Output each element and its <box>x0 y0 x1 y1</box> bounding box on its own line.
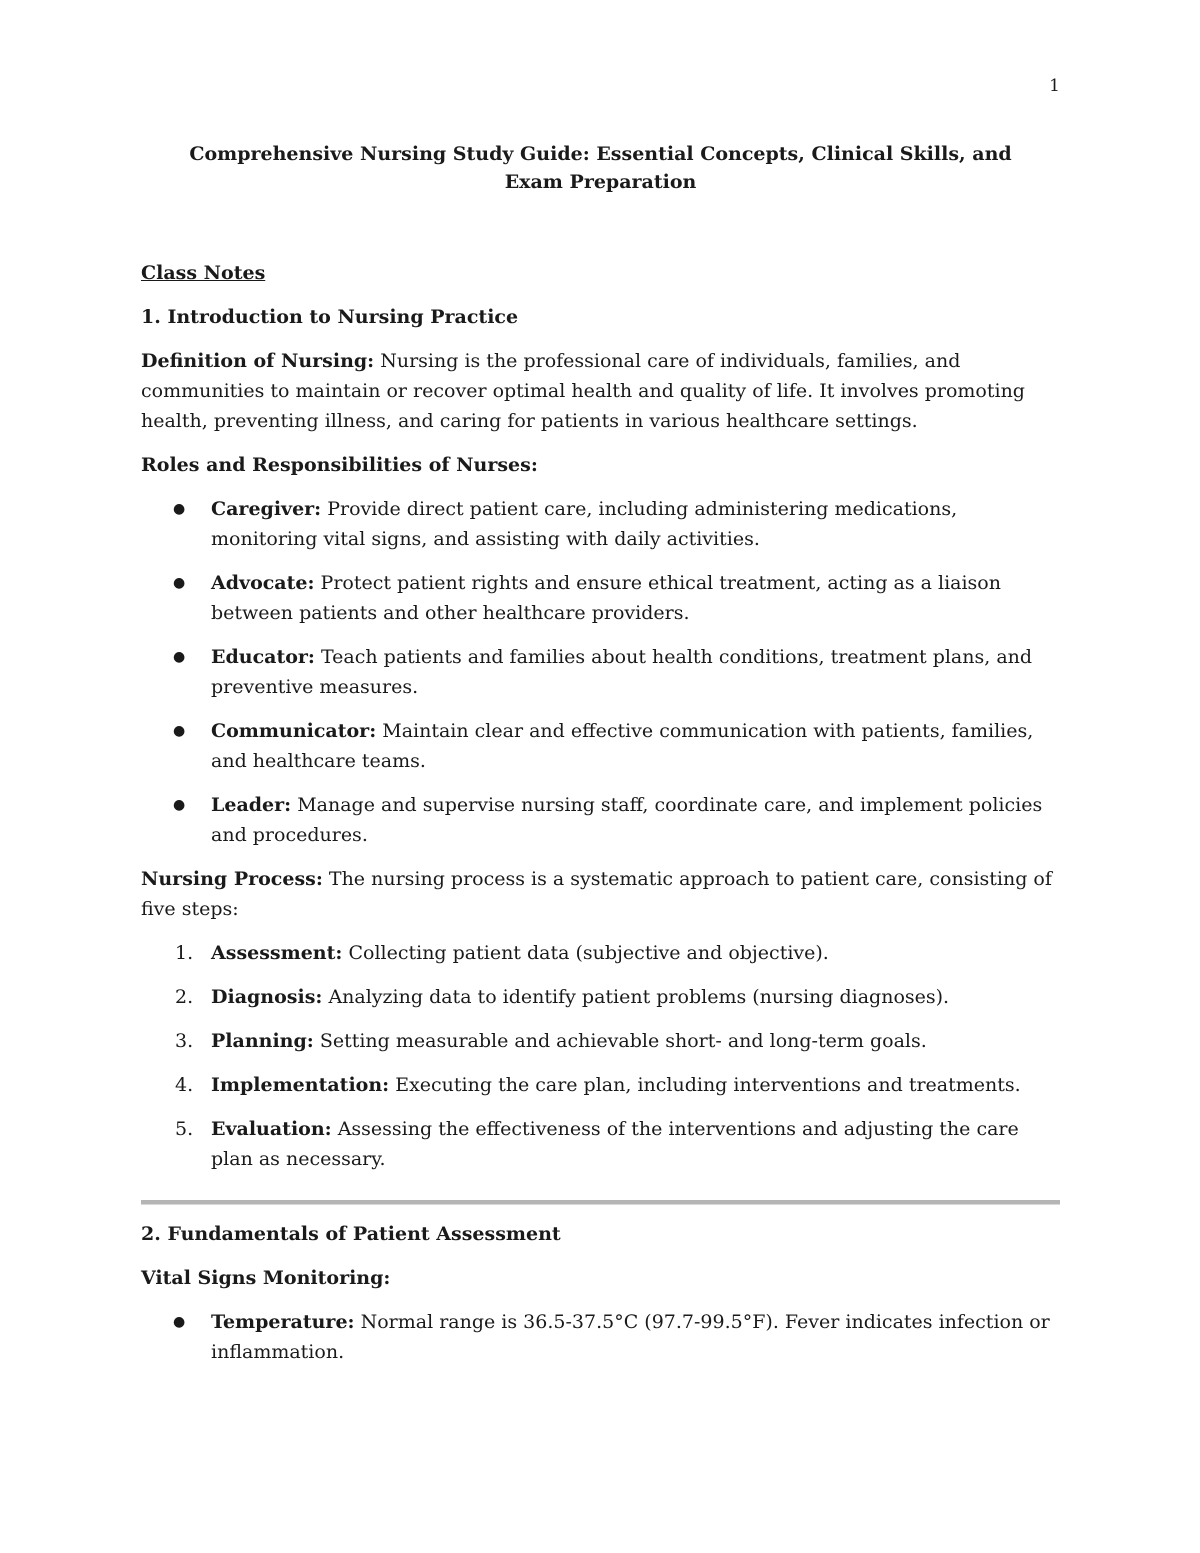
list-item: 4. Implementation: Executing the care plan, including interventions and treatments. <box>141 1070 1060 1100</box>
list-item: 5. Evaluation: Assessing the effectiveness of the interventions and adjusting the care plan as necessary. <box>141 1114 1060 1174</box>
nursing-process-steps <box>141 938 1060 1174</box>
list-item: ● Leader: Manage and supervise nursing staff, coordinate care, and implement policies and procedures. <box>141 790 1060 850</box>
bullet-icon: ● <box>173 723 186 739</box>
section-2-heading: 2. Fundamentals of Patient Assessment <box>141 1223 561 1245</box>
vital-signs-list <box>141 1307 1060 1367</box>
step-number: 4. <box>175 1074 194 1096</box>
vital-signs-heading: Vital Signs Monitoring: <box>141 1267 391 1289</box>
list-item: ● Communicator: Maintain clear and effective communication with patients, families, and healthcare teams. <box>141 716 1060 776</box>
section-1-heading: 1. Introduction to Nursing Practice <box>141 306 519 328</box>
nursing-process-paragraph <box>141 864 1060 924</box>
page-number: 1 <box>1049 76 1060 96</box>
document-title: Comprehensive Nursing Study Guide: Essential Concepts, Clinical Skills, and Exam Preparation <box>189 143 1012 193</box>
roles-list <box>141 494 1060 850</box>
roles-heading: Roles and Responsibilities of Nurses: <box>141 454 538 476</box>
list-item: 3. Planning: Setting measurable and achievable short- and long-term goals. <box>141 1026 1060 1056</box>
definition-paragraph <box>141 346 1060 436</box>
bullet-icon: ● <box>173 797 186 813</box>
bullet-icon: ● <box>173 649 186 665</box>
list-item: 1. Assessment: Collecting patient data (subjective and objective). <box>141 938 1060 968</box>
class-notes-heading: Class Notes <box>141 262 266 284</box>
list-item: ● Advocate: Protect patient rights and ensure ethical treatment, acting as a liaison between patients and other healthcare providers. <box>141 568 1060 628</box>
definition-label: Definition of Nursing: <box>141 350 375 372</box>
bullet-icon: ● <box>173 1314 186 1330</box>
list-item: ● Caregiver: Provide direct patient care, including administering medications, monitoring vital signs, and assisting with daily activities. <box>141 494 1060 554</box>
step-number: 3. <box>175 1030 194 1052</box>
definition-text: Nursing is the professional care of individuals, families, and communities to maintain or recover optimal health and quality of life. It involves promoting health, preventing illness, and caring for patients in various healthcare settings. <box>141 350 1025 432</box>
bullet-icon: ● <box>173 501 186 517</box>
step-number: 2. <box>175 986 194 1008</box>
list-item: ● Temperature: Normal range is 36.5-37.5°C (97.7-99.5°F). Fever indicates infection or inflammation. <box>141 1307 1060 1367</box>
step-number: 5. <box>175 1118 194 1140</box>
list-item: 2. Diagnosis: Analyzing data to identify patient problems (nursing diagnoses). <box>141 982 1060 1012</box>
list-item: ● Educator: Teach patients and families about health conditions, treatment plans, and preventive measures. <box>141 642 1060 702</box>
nursing-process-label: Nursing Process: <box>141 868 323 890</box>
horizontal-divider <box>141 1200 1060 1205</box>
nursing-process-text: The nursing process is a systematic approach to patient care, consisting of five steps: <box>141 868 1052 920</box>
bullet-icon: ● <box>173 575 186 591</box>
document-body <box>141 140 1060 1381</box>
step-number: 1. <box>175 942 194 964</box>
